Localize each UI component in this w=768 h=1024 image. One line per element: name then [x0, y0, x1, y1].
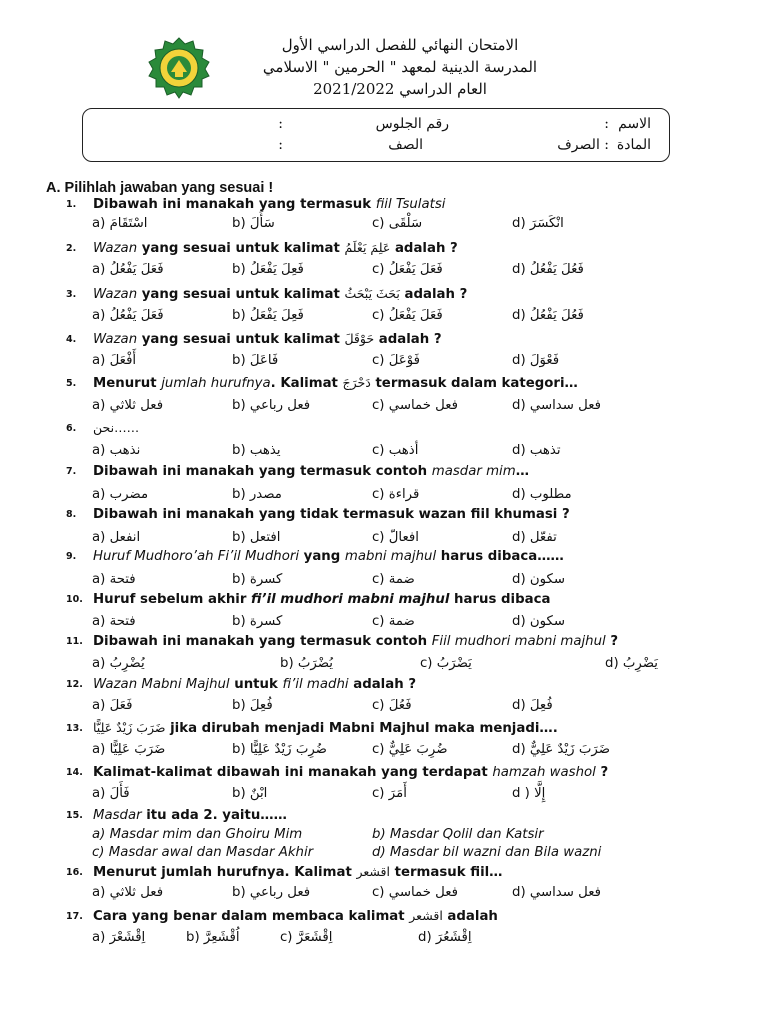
option-6b[interactable]: b) يذهب	[232, 443, 281, 458]
option-4c[interactable]: c) فَوْعَلَ	[372, 353, 420, 368]
question-8: 8. Dibawah ini manakah yang tidak termasuk wazan fiil khumasi ?	[66, 507, 570, 522]
option-14d[interactable]: d ) إِلَّا	[512, 786, 546, 801]
option-17b[interactable]: b) اُقْشَعِرَّ	[186, 930, 240, 945]
option-8d[interactable]: d) تفعّل	[512, 530, 557, 545]
class-colon: :	[278, 137, 283, 153]
question-16: 16. Menurut jumlah hurufnya. Kalimat اقشعر termasuk fiil…	[66, 864, 503, 880]
option-16a[interactable]: a) فعل ثلاثي	[92, 885, 164, 900]
option-9b[interactable]: b) كسرة	[232, 572, 283, 587]
option-3c[interactable]: c) فَعَلَ يَفْعَلُ	[372, 308, 443, 323]
option-17d[interactable]: d) اِقْشَعُرَ	[418, 930, 472, 945]
subject-label: المادة	[616, 137, 651, 153]
option-6a[interactable]: a) نذهب	[92, 443, 141, 458]
option-12c[interactable]: c) فَعُلَ	[372, 698, 412, 713]
exam-title: الامتحان النهائي للفصل الدراسي الأول	[281, 36, 519, 54]
option-3d[interactable]: d) فَعُلَ يَفْعُلُ	[512, 308, 584, 323]
option-10c[interactable]: c) ضمة	[372, 614, 415, 629]
academic-year: العام الدراسي 2021/2022	[313, 80, 487, 98]
option-7b[interactable]: b) مصدر	[232, 487, 282, 502]
name-label: الاسم	[618, 116, 651, 132]
option-5b[interactable]: b) فعل رباعي	[232, 398, 311, 413]
option-13d[interactable]: d) ضَرَبَ زَيْدٌ عَلِيٌّ	[512, 742, 610, 757]
option-3a[interactable]: a) فَعَلَ يَفْعُلُ	[92, 308, 164, 323]
option-14b[interactable]: b) ابْنٌ	[232, 786, 268, 801]
question-2: 2. Wazan yang sesuai untuk kalimat عَلِمَ يَعْلَمُ adalah ?	[66, 240, 458, 256]
option-5c[interactable]: c) فعل خماسي	[372, 398, 458, 413]
option-1c[interactable]: c) سَلْقَى	[372, 216, 423, 231]
option-7a[interactable]: a) مضرب	[92, 487, 149, 502]
option-5a[interactable]: a) فعل ثلاثي	[92, 398, 164, 413]
class-label: الصف	[388, 137, 423, 153]
question-10: 10. Huruf sebelum akhir fi’il mudhori mabni majhul harus dibaca	[66, 592, 551, 607]
option-16b[interactable]: b) فعل رباعي	[232, 885, 311, 900]
option-9a[interactable]: a) فتحة	[92, 572, 136, 587]
option-8b[interactable]: b) افتعل	[232, 530, 281, 545]
option-11a[interactable]: a) يُضْرِبُ	[92, 656, 145, 671]
option-4b[interactable]: b) فَاعَلَ	[232, 353, 279, 368]
student-info-box	[82, 108, 670, 162]
option-12a[interactable]: a) فَعَلَ	[92, 698, 133, 713]
question-15: 15. Masdar itu ada 2. yaitu……	[66, 808, 287, 823]
option-10b[interactable]: b) كسرة	[232, 614, 283, 629]
school-logo-icon	[147, 36, 211, 100]
option-7d[interactable]: d) مطلوب	[512, 487, 572, 502]
question-1: 1. Dibawah ini manakah yang termasuk fiil Tsulatsi	[66, 197, 446, 212]
option-3b[interactable]: b) فَعِلَ يَفْعَلُ	[232, 308, 304, 323]
option-17c[interactable]: c) اِقْشَعَرَّ	[280, 930, 333, 945]
option-9c[interactable]: c) ضمة	[372, 572, 415, 587]
option-1a[interactable]: a) اسْتَقَامَ	[92, 216, 148, 231]
option-6c[interactable]: c) أذهب	[372, 443, 419, 458]
option-13c[interactable]: c) ضُرِبَ عَلِيٌّ	[372, 742, 448, 757]
option-8c[interactable]: c) افعالّ	[372, 530, 419, 545]
option-13b[interactable]: b) ضُرِبَ زَيْدٌ عَلِيًّا	[232, 742, 327, 757]
seat-number-label: رقم الجلوس	[375, 116, 449, 132]
option-2a[interactable]: a) فَعَلَ يَفْعُلُ	[92, 262, 164, 277]
question-6: 6. نحن……	[66, 420, 140, 435]
option-12b[interactable]: b) فُعِلَ	[232, 698, 273, 713]
option-1d[interactable]: d) انْكَسَرَ	[512, 216, 564, 231]
option-8a[interactable]: a) انفعل	[92, 530, 141, 545]
option-11d[interactable]: d) يَضْرِبُ	[605, 656, 658, 671]
option-5d[interactable]: d) فعل سداسي	[512, 398, 601, 413]
option-4a[interactable]: a) أَفْعَلَ	[92, 353, 137, 368]
option-14c[interactable]: c) أَمَرَ	[372, 786, 407, 801]
school-name: المدرسة الدينية لمعهد " الحرمين " الاسلامي	[262, 58, 538, 76]
question-17: 17. Cara yang benar dalam membaca kalimat اقشعر adalah	[66, 908, 498, 924]
option-15c[interactable]: c) Masdar awal dan Masdar Akhir	[92, 845, 314, 860]
name-colon: :	[604, 116, 609, 132]
seat-number-colon: :	[278, 116, 283, 132]
option-14a[interactable]: a) فَأَلَ	[92, 786, 130, 801]
option-15d[interactable]: d) Masdar bil wazni dan Bila wazni	[372, 845, 602, 860]
option-15a[interactable]: a) Masdar mim dan Ghoiru Mim	[92, 827, 303, 842]
question-12: 12. Wazan Mabni Majhul untuk fi’il madhi adalah ?	[66, 677, 417, 692]
option-12d[interactable]: d) فُعِلَ	[512, 698, 553, 713]
option-9d[interactable]: d) سكون	[512, 572, 565, 587]
question-5: 5. Menurut jumlah hurufnya. Kalimat دَحْرَجَ termasuk dalam kategori…	[66, 375, 578, 391]
option-11c[interactable]: c) يَضْرَبُ	[420, 656, 472, 671]
option-1b[interactable]: b) سَأَلَ	[232, 216, 275, 231]
option-15b[interactable]: b) Masdar Qolil dan Katsir	[372, 827, 544, 842]
option-10a[interactable]: a) فتحة	[92, 614, 136, 629]
section-title: A. Pilihlah jawaban yang sesuai !	[46, 180, 274, 196]
option-7c[interactable]: c) قراءة	[372, 487, 420, 502]
option-17a[interactable]: a) اِقْشَعْرَ	[92, 930, 146, 945]
option-16d[interactable]: d) فعل سداسي	[512, 885, 601, 900]
question-11: 11. Dibawah ini manakah yang termasuk contoh Fiil mudhori mabni majhul ?	[66, 634, 619, 649]
option-2c[interactable]: c) فَعَلَ يَفْعَلُ	[372, 262, 443, 277]
option-4d[interactable]: d) فَعْوَلَ	[512, 353, 560, 368]
question-7: 7. Dibawah ini manakah yang termasuk contoh masdar mim…	[66, 464, 529, 479]
option-2b[interactable]: b) فَعِلَ يَفْعَلُ	[232, 262, 304, 277]
option-16c[interactable]: c) فعل خماسي	[372, 885, 458, 900]
question-14: 14. Kalimat-kalimat dibawah ini manakah yang terdapat hamzah washol ?	[66, 765, 609, 780]
question-13: 13. ضَرَبَ زَيْدٌ عَلِيًّا jika dirubah menjadi Mabni Majhul maka menjadi….	[66, 720, 558, 736]
question-3: 3. Wazan yang sesuai untuk kalimat بَحَثَ يَبْحَثُ adalah ?	[66, 286, 468, 302]
question-4: 4. Wazan yang sesuai untuk kalimat حَوْقَلَ adalah ?	[66, 331, 442, 347]
option-10d[interactable]: d) سكون	[512, 614, 565, 629]
subject-value: : الصرف	[557, 137, 609, 153]
question-9: 9. Huruf Mudhoro’ah Fi’il Mudhori yang mabni majhul harus dibaca……	[66, 549, 564, 564]
option-2d[interactable]: d) فَعُلَ يَفْعُلُ	[512, 262, 584, 277]
option-13a[interactable]: a) ضَرَبَ عَلِيًّا	[92, 742, 166, 757]
option-11b[interactable]: b) يُضْرَبُ	[280, 656, 333, 671]
option-6d[interactable]: d) تذهب	[512, 443, 561, 458]
